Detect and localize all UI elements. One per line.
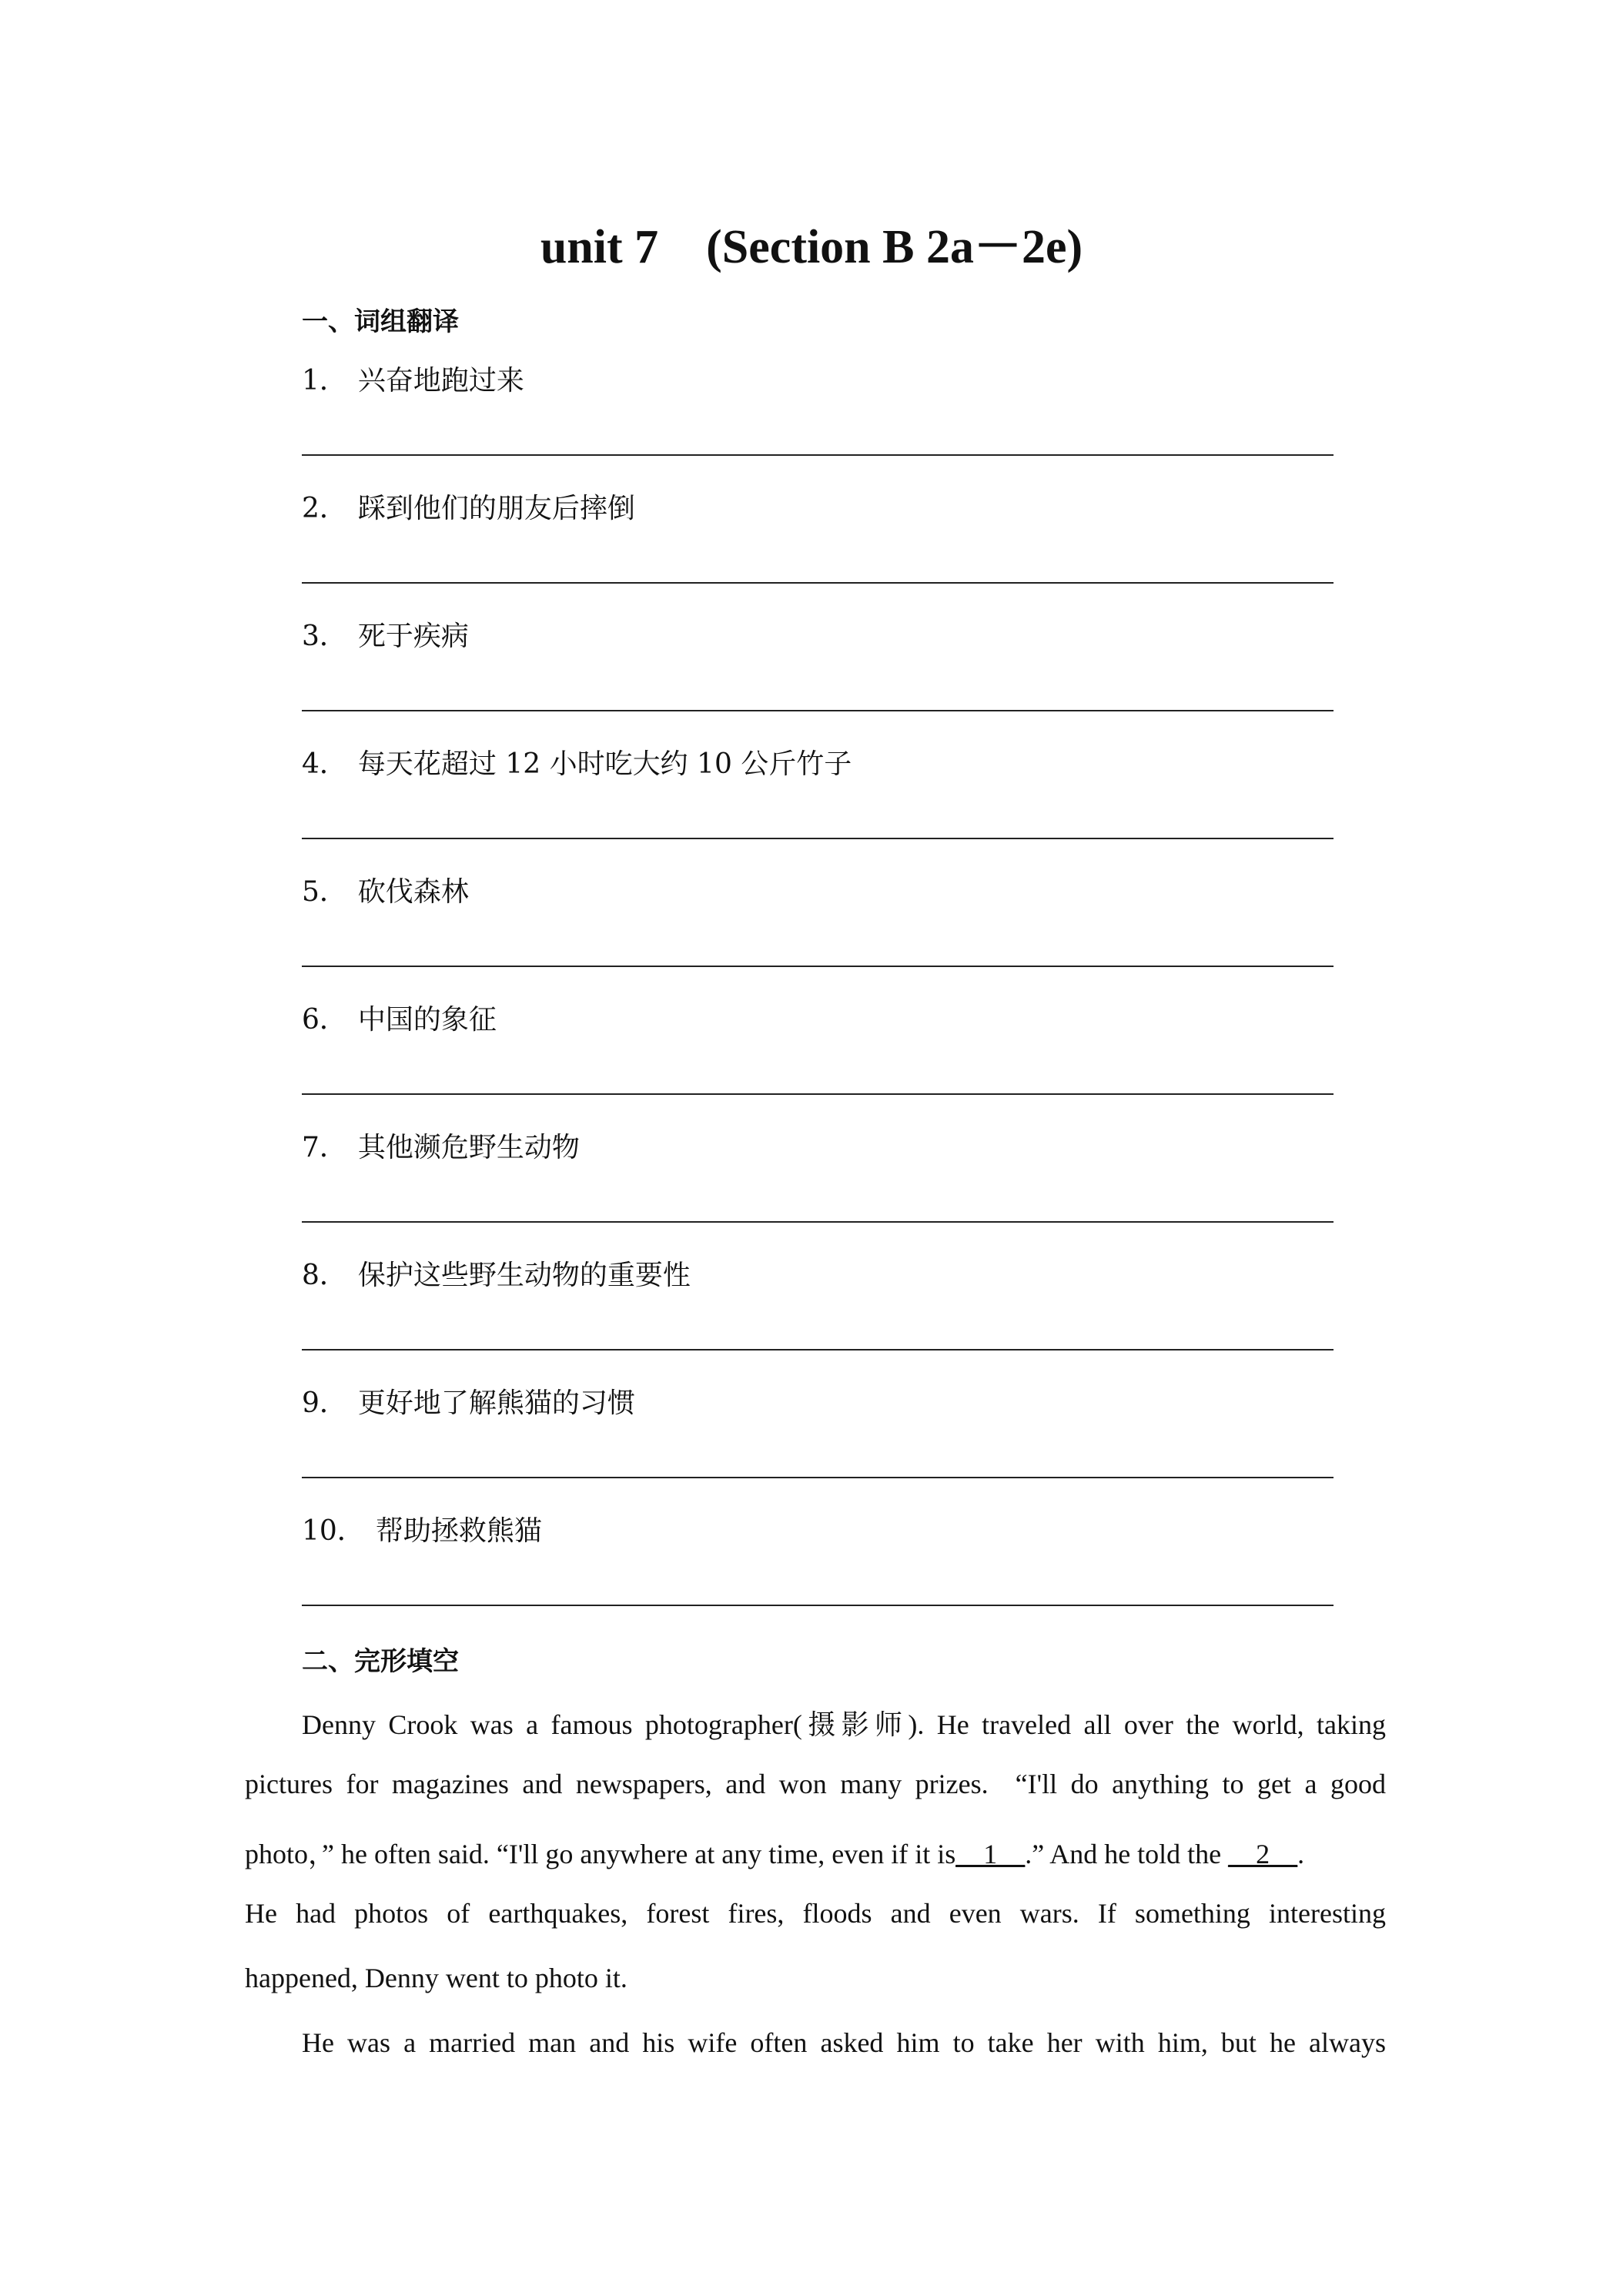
answer-line[interactable]	[302, 1093, 1334, 1095]
answer-line[interactable]	[302, 1605, 1334, 1606]
cloze-blank-1[interactable]: __1__	[955, 1839, 1026, 1869]
answer-line[interactable]	[302, 1477, 1334, 1478]
list-item: 7． 其他濒危野生动物	[302, 1132, 580, 1163]
section1-heading: 一、词组翻译	[302, 306, 459, 337]
passage-line: He was a married man and his wife often asked him to take her with him, but he always	[302, 2027, 1386, 2058]
passage-line: happened, Denny went to photo it.	[245, 1963, 627, 1993]
list-item: 3． 死于疾病	[302, 621, 469, 652]
passage-line: Denny Crook was a famous photographer(摄影师). He traveled all over the world, taking	[302, 1709, 1386, 1740]
cloze-blank-2[interactable]: __2__	[1228, 1839, 1298, 1869]
answer-line[interactable]	[302, 838, 1334, 839]
answer-line[interactable]	[302, 582, 1334, 584]
passage-line: pictures for magazines and newspapers, and won many prizes. “I'll do anything to get a good	[245, 1769, 1386, 1799]
list-item: 10． 帮助拯救熊猫	[302, 1515, 542, 1547]
answer-line[interactable]	[302, 710, 1334, 711]
list-item: 5． 砍伐森林	[302, 876, 469, 908]
list-item: 2． 踩到他们的朋友后摔倒	[302, 493, 635, 524]
list-item: 1． 兴奋地跑过来	[302, 365, 524, 397]
list-item: 6． 中国的象征	[302, 1004, 497, 1036]
answer-line[interactable]	[302, 1221, 1334, 1223]
answer-line[interactable]	[302, 1349, 1334, 1350]
page-title: unit 7 (Section B 2a－2e)	[540, 221, 1083, 273]
section2-heading: 二、完形填空	[302, 1646, 459, 1677]
list-item: 8． 保护这些野生动物的重要性	[302, 1260, 691, 1291]
list-item: 9． 更好地了解熊猫的习惯	[302, 1387, 635, 1419]
list-item: 4． 每天花超过 12 小时吃大约 10 公斤竹子	[302, 748, 852, 780]
passage-line: He had photos of earthquakes, forest fires, floods and even wars. If something interesting	[245, 1898, 1386, 1929]
answer-line[interactable]	[302, 454, 1334, 456]
answer-line[interactable]	[302, 966, 1334, 967]
passage-line: photo，” he often said. “I'll go anywhere at any time, even if it is__1__.” And he told the __2__.	[245, 1839, 1305, 1869]
